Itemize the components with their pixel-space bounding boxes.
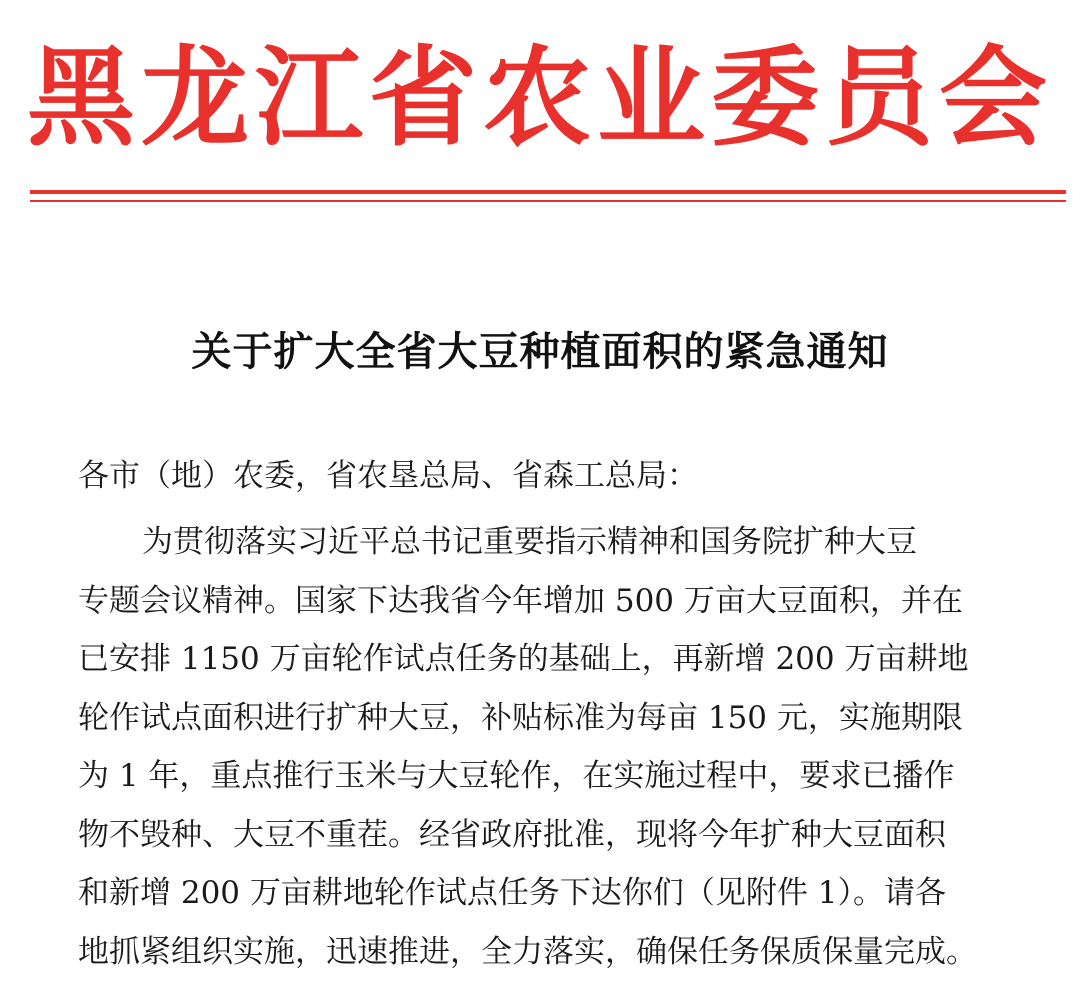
body-line: 为贯彻落实习近平总书记重要指示精神和国务院扩种大豆 <box>142 524 917 560</box>
body-line: 和新增 200 万亩耕地轮作试点任务下达你们（见附件 1）。请各 <box>78 875 946 911</box>
body-line: 已安排 1150 万亩轮作试点任务的基础上，再新增 200 万亩耕地 <box>78 641 969 677</box>
body-line: 地抓紧组织实施，迅速推进，全力落实，确保任务保质保量完成。 <box>78 933 977 970</box>
body-line: 轮作试点面积进行扩种大豆，补贴标准为每亩 150 元，实施期限 <box>78 699 963 736</box>
letterhead-org-name: 黑龙江省农业委员会 <box>26 35 1053 161</box>
body-line: 为 1 年，重点推行玉米与大豆轮作，在实施过程中，要求已播作 <box>78 758 955 794</box>
letterhead-red-rule-thin <box>30 200 1066 202</box>
document-salutation: 各市（地）农委，省农垦总局、省森工总局： <box>78 458 698 494</box>
body-line: 专题会议精神。国家下达我省今年增加 500 万亩大豆面积，并在 <box>78 582 963 619</box>
document-title: 关于扩大全省大豆种植面积的紧急通知 <box>191 329 889 375</box>
letterhead-red-rule-thick <box>30 190 1066 194</box>
body-line: 物不毁种、大豆不重茬。经省政府批准，现将今年扩种大豆面积 <box>78 816 946 853</box>
document-body <box>78 513 1038 981</box>
